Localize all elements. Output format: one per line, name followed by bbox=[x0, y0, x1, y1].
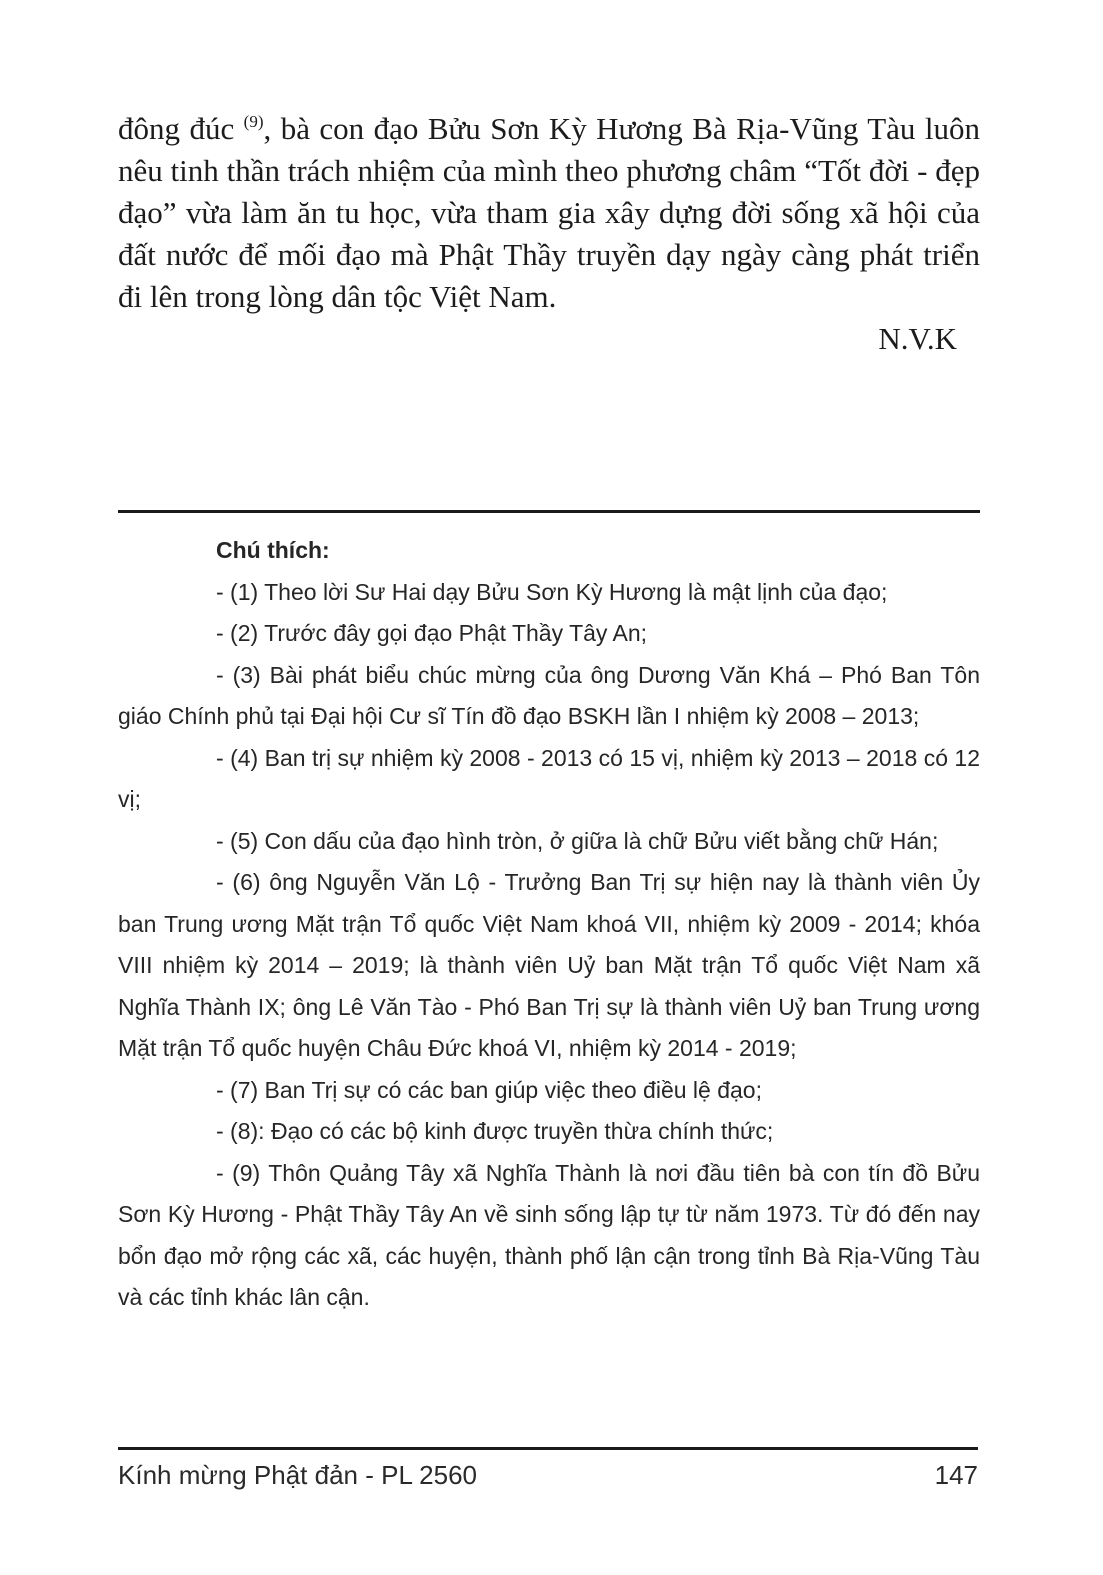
footnotes-section bbox=[118, 530, 980, 1319]
page-number: 147 bbox=[934, 1460, 978, 1490]
footnote-7: - (7) Ban Trị sự có các ban giúp việc theo điều lệ đạo; bbox=[216, 1076, 762, 1103]
footnote-3: - (3) Bài phát biểu chúc mừng của ông Dương Văn Khá – Phó Ban Tôn giáo Chính phủ tại Đại hội Cư sĩ Tín đồ đạo BSKH lần I nhiệm kỳ 2008 – 2013; bbox=[118, 661, 980, 729]
author-signature: N.V.K bbox=[878, 321, 957, 356]
footnote-1: - (1) Theo lời Sư Hai dạy Bửu Sơn Kỳ Hương là mật lịnh của đạo; bbox=[216, 578, 888, 605]
running-footer-title: Kính mừng Phật đản - PL 2560 bbox=[118, 1460, 478, 1490]
body-paragraph bbox=[118, 108, 980, 318]
notes-divider bbox=[118, 510, 980, 513]
footnote-ref-9[interactable]: (9) bbox=[243, 112, 264, 131]
footnote-5: - (5) Con dấu của đạo hình tròn, ở giữa là chữ Bửu viết bằng chữ Hán; bbox=[216, 827, 939, 854]
footnotes-heading: Chú thích: bbox=[216, 537, 330, 563]
footnote-8: - (8): Đạo có các bộ kinh được truyền thừa chính thức; bbox=[216, 1118, 774, 1144]
body-text-start: đông đúc bbox=[118, 111, 244, 146]
footnote-9: - (9) Thôn Quảng Tây xã Nghĩa Thành là nơi đầu tiên bà con tín đồ Bửu Sơn Kỳ Hương - Phật Thầy Tây An về sinh sống lập tự từ năm 1973. Từ đó đến nay bổn đạo mở rộng các xã, các huyện, thành phố lận cận trong tỉnh Bà Rịa-Vũng Tàu và các tỉnh khác lân cận. bbox=[118, 1159, 980, 1310]
footnote-6: - (6) ông Nguyễn Văn Lộ - Trưởng Ban Trị sự hiện nay là thành viên Ủy ban Trung ương Mặt trận Tổ quốc Việt Nam khoá VII, nhiệm kỳ 2009 - 2014; khóa VIII nhiệm kỳ 2014 – 2019; là thành viên Uỷ ban Mặt trận Tổ quốc Việt Nam xã Nghĩa Thành IX; ông Lê Văn Tào - Phó Ban Trị sự là thành viên Uỷ ban Trung ương Mặt trận Tổ quốc huyện Châu Đức khoá VI, nhiệm kỳ 2014 - 2019; bbox=[118, 869, 980, 1061]
footnote-2: - (2) Trước đây gọi đạo Phật Thầy Tây An; bbox=[216, 620, 648, 646]
body-text-rest: , bà con đạo Bửu Sơn Kỳ Hương Bà Rịa-Vũng Tàu luôn nêu tinh thần trách nhiệm của mình theo phương châm “Tốt đời - đẹp đạo” vừa làm ăn tu học, vừa tham gia xây dựng đời sống xã hội của đất nước để mối đạo mà Phật Thầy truyền dạy ngày càng phát triển đi lên trong lòng dân tộc Việt Nam. bbox=[118, 111, 980, 314]
footnote-4: - (4) Ban trị sự nhiệm kỳ 2008 - 2013 có 15 vị, nhiệm kỳ 2013 – 2018 có 12 vị; bbox=[118, 744, 980, 812]
footer-divider bbox=[118, 1447, 978, 1450]
